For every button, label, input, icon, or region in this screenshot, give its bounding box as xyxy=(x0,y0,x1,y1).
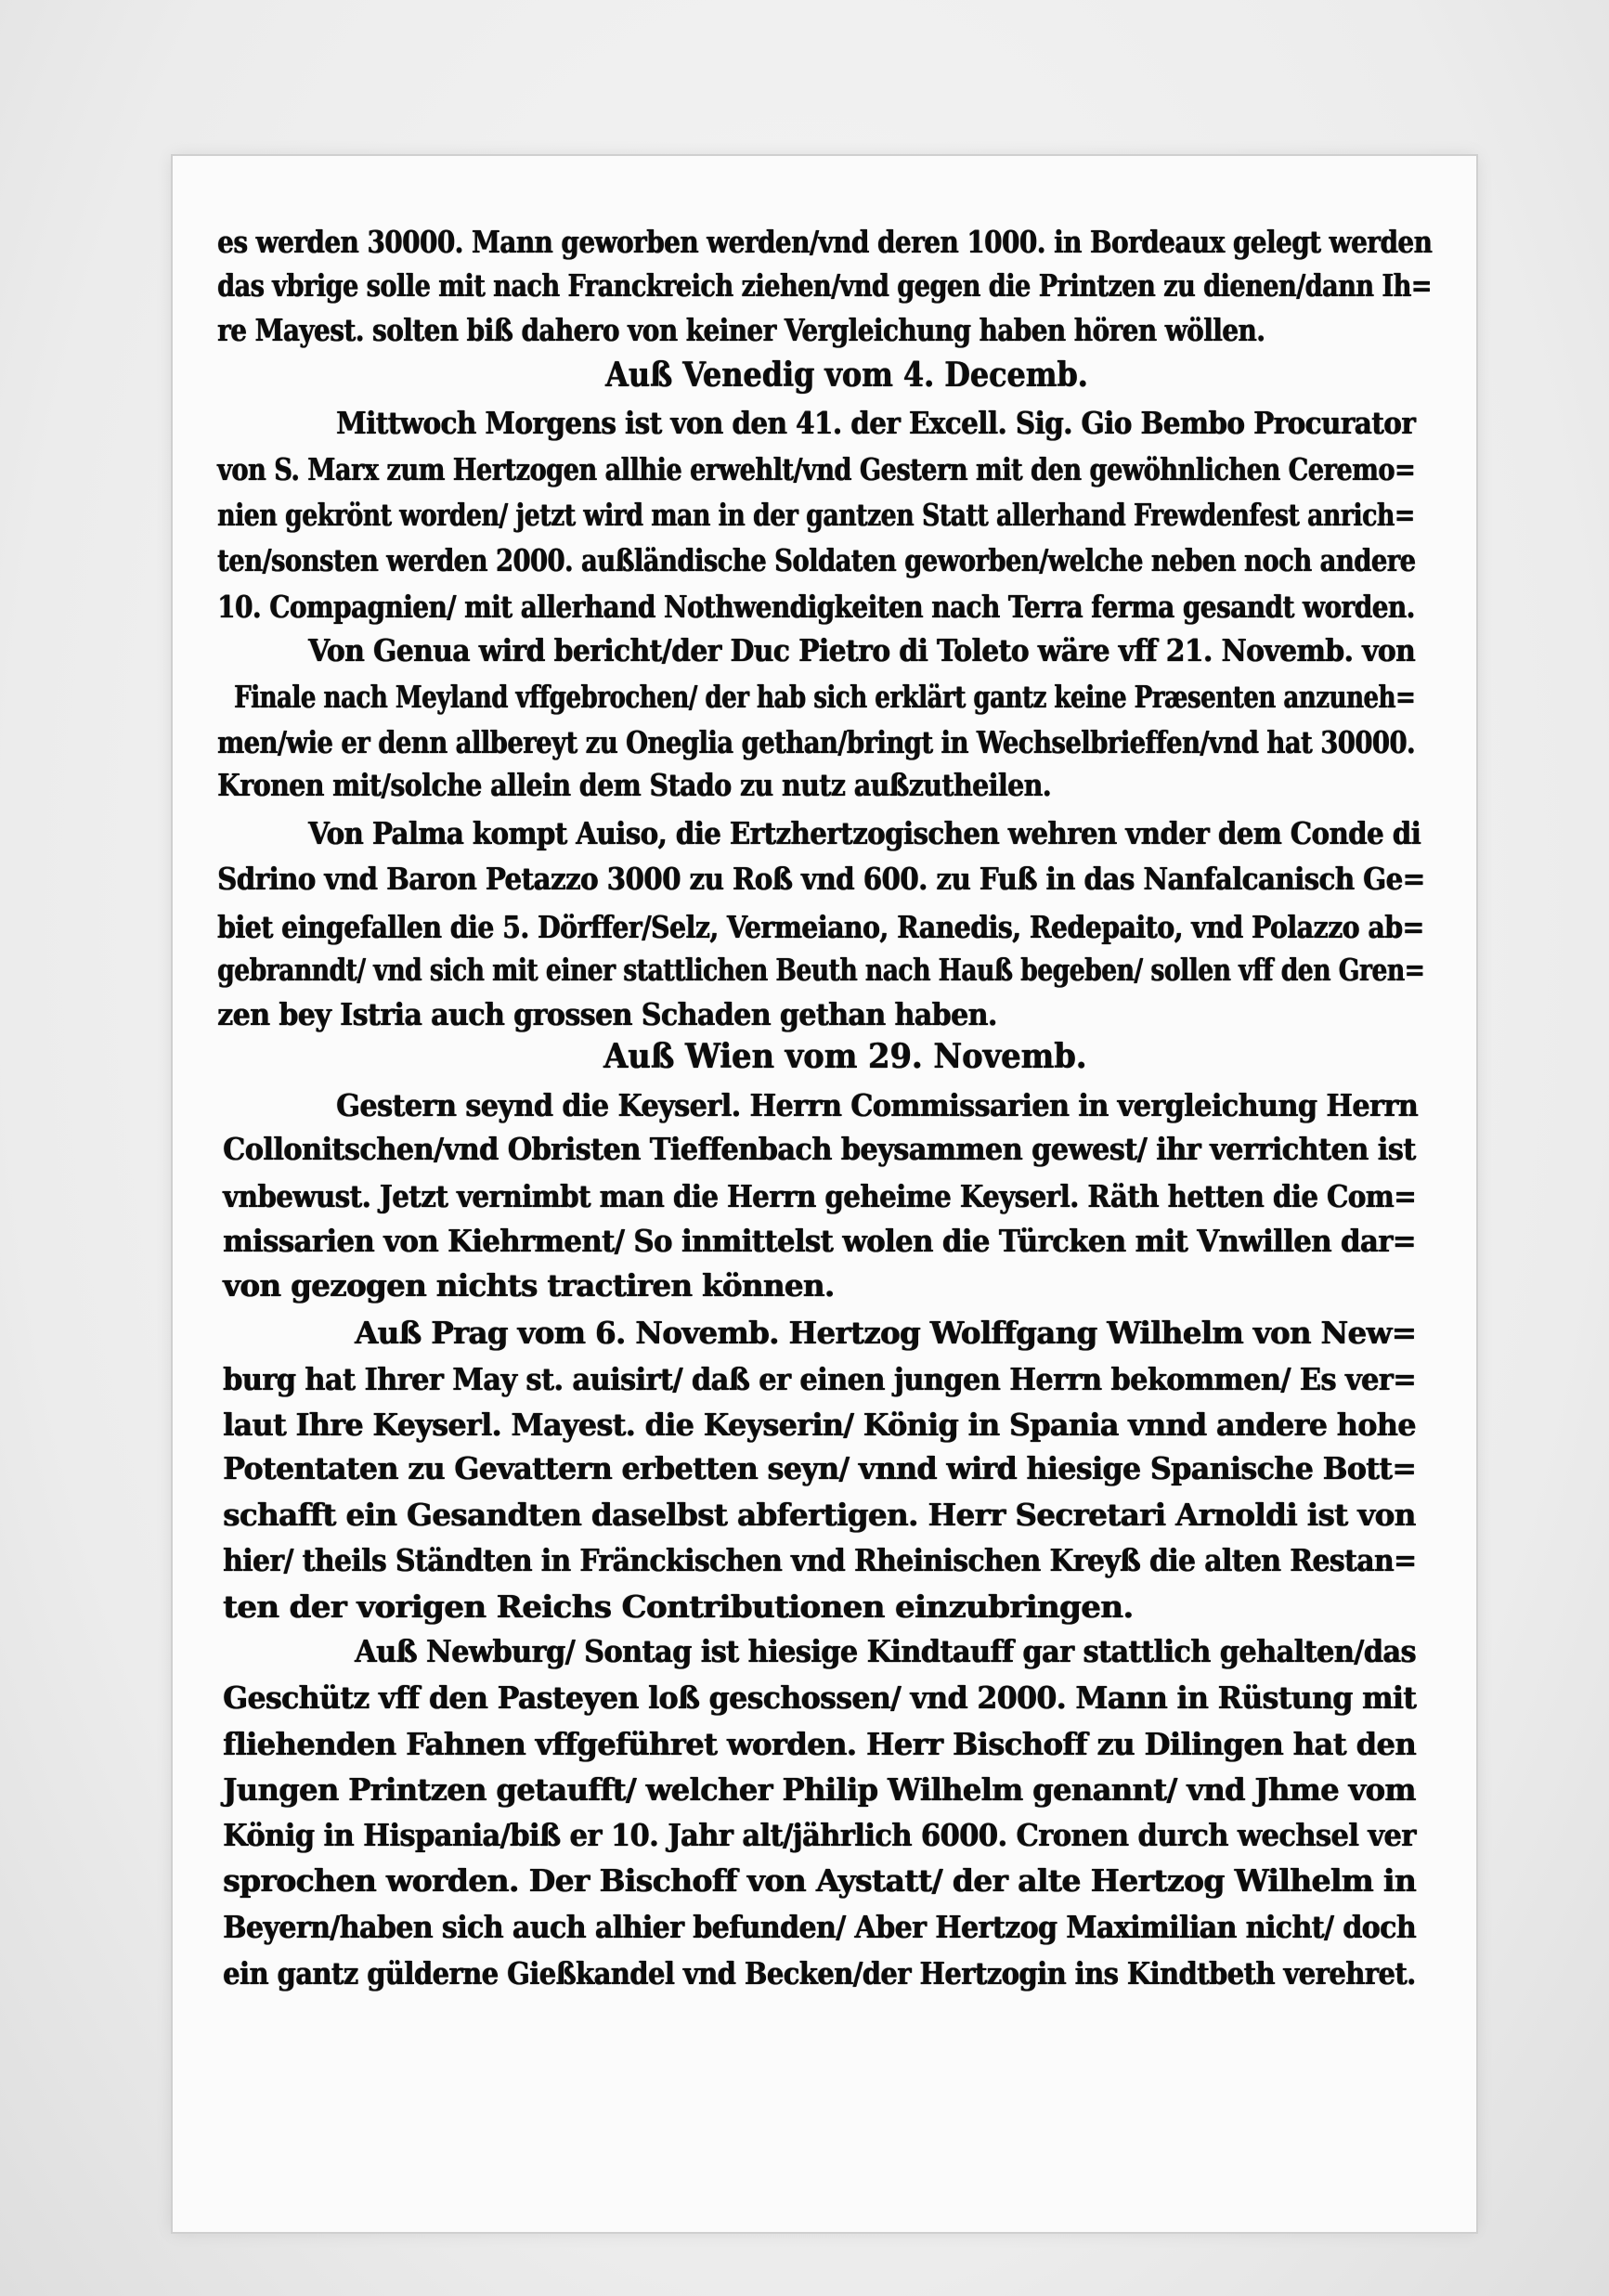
text-line: Geschütz vff den Pasteyen loß geschossen/ vnd 2000. Mann in Rüstung mit xyxy=(223,1680,1417,1716)
text-line: Von Genua wird bericht/der Duc Pietro di Toleto wäre vff 21. Novemb. von xyxy=(308,632,1416,668)
text-line: Finale nach Meyland vffgebrochen/ der hab sich erklärt gantz keine Præsenten anzuneh= xyxy=(234,679,1416,715)
text-line: das vbrige solle mit nach Franckreich ziehen/vnd gegen die Printzen zu dienen/dann Ih= xyxy=(217,267,1432,304)
text-line: Mittwoch Morgens ist von den 41. der Excell. Sig. Gio Bembo Procurator xyxy=(336,405,1416,441)
text-line: Auß Prag vom 6. Novemb. Hertzog Wolffgang Wilhelm von New= xyxy=(355,1315,1417,1351)
text-line: ten der vorigen Reichs Contributionen einzubringen. xyxy=(223,1589,1134,1625)
text-line: re Mayest. solten biß dahero von keiner Vergleichung haben hören wöllen. xyxy=(217,312,1265,348)
text-line: Von Palma kompt Auiso, die Ertzhertzogischen wehren vnder dem Conde di xyxy=(308,815,1421,851)
text-line: men/wie er denn allbereyt zu Oneglia gethan/bringt in Wechselbrieffen/vnd hat 30000. xyxy=(217,724,1415,760)
text-line: ten/sonsten werden 2000. außländische Soldaten geworben/welche neben noch andere xyxy=(217,542,1416,578)
text-line: von S. Marx zum Hertzogen allhie erwehlt/vnd Gestern mit den gewöhnlichen Ceremo= xyxy=(217,451,1416,487)
text-line: Jungen Printzen getaufft/ welcher Philip Wilhelm genannt/ vnd Jhme vom xyxy=(223,1771,1416,1808)
text-line: Kronen mit/solche allein dem Stado zu nutz außzutheilen. xyxy=(217,767,1051,803)
text-line: Beyern/haben sich auch alhier befunden/ Aber Hertzog Maximilian nicht/ doch xyxy=(223,1909,1416,1945)
text-line: Potentaten zu Gevattern erbetten seyn/ vnnd wird hiesige Spanische Bott= xyxy=(223,1450,1417,1486)
text-line: 10. Compagnien/ mit allerhand Nothwendigkeiten nach Terra ferma gesandt worden. xyxy=(217,589,1415,625)
text-line: gebranndt/ vnd sich mit einer stattlichen Beuth nach Hauß begeben/ sollen vff den Gren= xyxy=(217,952,1425,988)
text-line: fliehenden Fahnen vffgeführet worden. Herr Bischoff zu Dilingen hat den xyxy=(223,1726,1417,1762)
text-line: Gestern seynd die Keyserl. Herrn Commissarien in vergleichung Herrn xyxy=(336,1087,1419,1123)
text-line: ein gantz gülderne Gießkandel vnd Becken/der Hertzogin ins Kindtbeth verehret. xyxy=(223,1955,1416,1991)
text-line: von gezogen nichts tractiren können. xyxy=(223,1267,835,1304)
text-line: burg hat Ihrer May st. auisirt/ daß er einen jungen Herrn bekommen/ Es ver= xyxy=(223,1361,1416,1397)
text-line: hier/ theils Ständten in Fränckischen vnd Rheinischen Kreyß die alten Restan= xyxy=(223,1542,1417,1578)
text-line: biet eingefallen die 5. Dörffer/Selz, Vermeiano, Ranedis, Redepaito, vnd Polazzo ab= xyxy=(217,909,1424,945)
text-line: missarien von Kiehrment/ So inmittelst wolen die Türcken mit Vnwillen dar= xyxy=(223,1223,1416,1259)
text-line: laut Ihre Keyserl. Mayest. die Keyserin/ König in Spania vnnd andere hohe xyxy=(223,1407,1416,1443)
text-line: König in Hispania/biß er 10. Jahr alt/jährlich 6000. Cronen durch wechsel ver xyxy=(223,1817,1416,1853)
text-line: nien gekrönt worden/ jetzt wird man in der gantzen Statt allerhand Frewdenfest anrich= xyxy=(217,497,1415,533)
text-line: es werden 30000. Mann geworben werden/vnd deren 1000. in Bordeaux gelegt werden xyxy=(217,224,1433,260)
text-line: Sdrino vnd Baron Petazzo 3000 zu Roß vnd 600. zu Fuß in das Nanfalcanisch Ge= xyxy=(217,861,1425,897)
text-line: Auß Newburg/ Sontag ist hiesige Kindtauff gar stattlich gehalten/das xyxy=(355,1633,1416,1669)
text-line: schafft ein Gesandten daselbst abfertigen. Herr Secretari Arnoldi ist von xyxy=(223,1497,1416,1533)
text-line: sprochen worden. Der Bischoff von Aystatt/ der alte Hertzog Wilhelm in xyxy=(223,1862,1417,1899)
section-heading: Auß Venedig vom 4. Decemb. xyxy=(605,356,1088,395)
section-heading: Auß Wien vom 29. Novemb. xyxy=(603,1037,1087,1076)
text-line: zen bey Istria auch grossen Schaden gethan haben. xyxy=(217,996,997,1032)
text-line: vnbewust. Jetzt vernimbt man die Herrn geheime Keyserl. Räth hetten die Com= xyxy=(223,1178,1417,1214)
text-line: Collonitschen/vnd Obristen Tieffenbach beysammen gewest/ ihr verrichten ist xyxy=(223,1131,1416,1167)
